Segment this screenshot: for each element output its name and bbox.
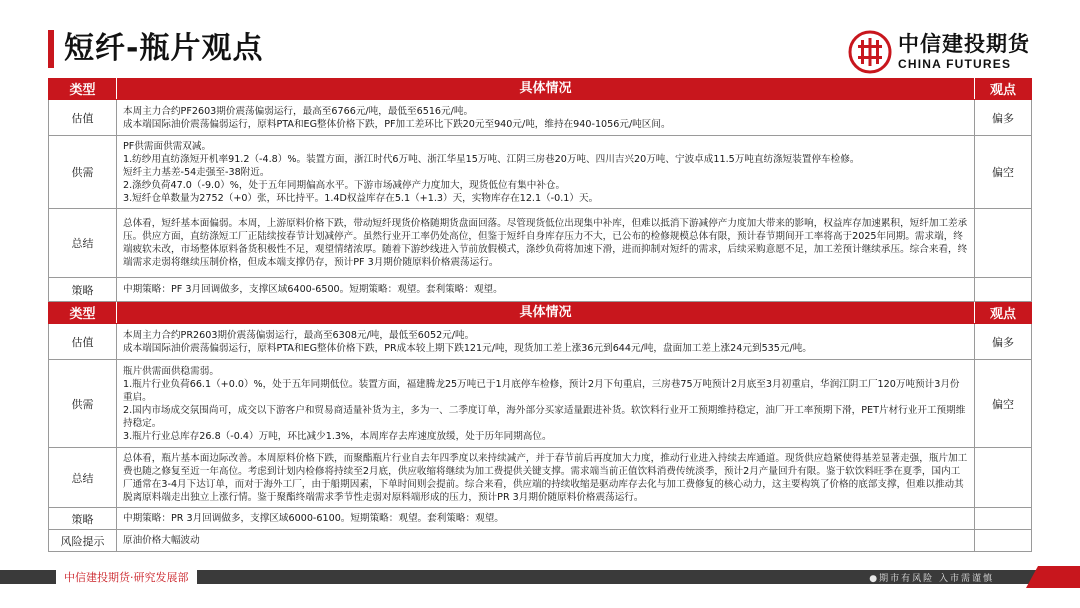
row-view: 偏空 [992, 397, 1014, 411]
detail-line: 1.纺纱用直纺涤短开机率91.2（-4.8）%。装置方面，浙江时代6万吨、浙江华星15万吨、江阴三房巷20万吨、四川吉兴20万吨、宁波卓成11.5万吨直纺涤短装置停车检修。 [123, 153, 860, 165]
detail-line: 3.瓶片行业总库存26.8（-0.4）万吨，环比减少1.3%，本周库存去库速度放缓，处于历年同期高位。 [123, 430, 552, 442]
table-row [48, 508, 1032, 530]
header-view: 观点 [989, 307, 1016, 322]
row-detail [117, 209, 975, 277]
detail-line: 成本端国际油价震荡偏弱运行，原料PTA和EG整体价格下跌，PR成本较上期下跌121元/吨，现货加工差上涨36元到644元/吨，盘面加工差上涨24元到535元/吨。 [123, 342, 812, 354]
table-row [48, 136, 1032, 209]
footer-slogan: ●期市有风险 入市需谨慎 [869, 573, 994, 584]
row-detail [117, 508, 975, 529]
page-title: 短纤-瓶片观点 [64, 31, 264, 66]
table-row [48, 324, 1032, 360]
row-detail [117, 448, 975, 507]
header-type: 类型 [49, 302, 117, 323]
footer-label-box [56, 566, 197, 588]
table1-header-row [48, 78, 1032, 100]
citic-logo-icon [848, 30, 892, 74]
detail-line: 3.短纤仓单数量为2752（+0）张，环比持平。1.4D权益库存在5.1（+1.3）天，实物库存在12.1（-0.1）天。 [123, 192, 599, 204]
footer-label: 中信建投期货·研究发展部 [64, 571, 189, 584]
row-type: 总结 [49, 448, 117, 507]
detail-line: 总体看，瓶片基本面边际改善。本周原料价格下跌，而聚酯瓶片行业自去年四季度以来持续减产，并于春节前后再度加大力度，推动行业进入持续去库通道。现货供应趋紧使得基差显著走强，瓶片加工费也随之修复至近一年高位。考虑到计划内检修将持续至2月底，供应收缩将继续为加工费提供关键支撑。需求端当前正值饮料消费传统淡季，预计2月产量回升有限。鉴于软饮料旺季在夏季，国内工厂通常在3-4月下达订单，而对于海外工厂，由于船期因素，下单时间则会提前。综合来看，供应端的持续收缩是驱动库存去化与加工费修复的核心动力，这主要构筑了价格的底部支撑，但难以推动其脱离原料端走出独立上涨行情。鉴于聚酯终端需求季节性走弱对原料端形成的压力，预计PR 3月期价随原料价格震荡运行。 [123, 452, 968, 503]
row-detail [117, 278, 975, 301]
title-accent-bar [48, 30, 54, 68]
row-type: 估值 [49, 100, 117, 135]
logo-chinese-name: 中信建投期货 [898, 32, 1030, 56]
table2-header-row [48, 302, 1032, 324]
row-view: 偏多 [992, 111, 1014, 125]
logo-english-name: CHINA FUTURES [898, 57, 1012, 71]
row-type: 策略 [49, 278, 117, 301]
row-detail [117, 530, 975, 551]
row-type: 策略 [49, 508, 117, 529]
row-detail [117, 360, 975, 447]
detail-line: PF供需面供需双减。 [123, 140, 212, 152]
row-type: 供需 [49, 360, 117, 447]
row-view: 偏多 [992, 335, 1014, 349]
detail-line: 中期策略：PF 3月回调做多，支撑区域6400-6500。短期策略：观望。套利策略：观望。 [123, 284, 503, 295]
header-view: 观点 [989, 83, 1016, 98]
company-logo [848, 30, 1030, 74]
row-view: 偏空 [992, 166, 1014, 179]
row-detail [117, 136, 975, 208]
detail-line: 2.涤纱负荷47.0（-9.0）%，处于五年同期偏高水平。下游市场减停产力度加大，现货低位有集中补仓。 [123, 179, 566, 191]
detail-line: 2.国内市场成交氛围尚可，成交以下游客户和贸易商适量补货为主，多为一、二季度订单，海外部分买家适量跟进补货。软饮料行业开工预期维持稳定，油厂开工率预期下滑，PET片材行业开工预期维持稳定。 [123, 404, 966, 429]
row-view [975, 448, 1031, 507]
table-row [48, 209, 1032, 278]
detail-line: 1.瓶片行业负荷66.1（+0.0）%，处于五年同期低位。装置方面，福建腾龙25万吨已于1月底停车检修，预计2月下旬重启，三房巷75万吨预计2月底至3月初重启，华润江阴工厂120万吨预计3月份重启。 [123, 378, 960, 403]
detail-line: 瓶片供需面供稳需弱。 [123, 365, 219, 377]
detail-line: 原油价格大幅波动 [123, 535, 200, 546]
detail-line: 短纤主力基差-54走强至-38附近。 [123, 166, 270, 178]
row-view [975, 209, 1031, 277]
table-row [48, 360, 1032, 448]
detail-line: 本周主力合约PR2603期价震荡偏弱运行，最高至6308元/吨，最低至6052元/吨。 [123, 329, 475, 341]
detail-line: 中期策略：PR 3月回调做多，支撑区域6000-6100。短期策略：观望。套利策略：观望。 [123, 513, 504, 524]
row-type: 风险提示 [49, 530, 117, 551]
detail-line: 总体看，短纤基本面偏弱。本周，上游原料价格下跌，带动短纤现货价格随期货盘面回落。尽管现货低位出现集中补库，但难以抵消下游减停产力度加大带来的影响，权益库存加速累积，短纤加工差承压。供应方面，直纺涤短工厂正陆续按春节计划减停产。虽然行业开工率仍处高位，但鉴于短纤自身库存压力不大，已公布的检修规模总体有限，预计春节期间开工率将高于2025年同期。需求端，终端疲软未改，市场整体原料备货积极性不足，观望情绪浓厚。随着下游纱线进入节前放假模式，涤纱负荷将加速下滑，进而抑制对短纤的需求，后续采购意愿不足，加工差预计继续承压。综合来看，终端需求走弱将继续压制价格，但成本端支撑仍存，预计PF 3月期价随原料价格震荡运行。 [123, 218, 968, 268]
row-type: 供需 [49, 136, 117, 208]
table-row [48, 100, 1032, 136]
row-detail [117, 100, 975, 135]
row-view [975, 530, 1031, 551]
table-row [48, 530, 1032, 552]
detail-line: 本周主力合约PF2603期价震荡偏弱运行，最高至6766元/吨，最低至6516元/吨。 [123, 105, 474, 117]
viewpoint-table [48, 78, 1032, 552]
row-detail [117, 324, 975, 359]
header-detail: 具体情况 [117, 302, 975, 323]
header-detail: 具体情况 [117, 78, 975, 99]
header-type: 类型 [49, 78, 117, 99]
row-view [975, 278, 1031, 301]
row-view [975, 508, 1031, 529]
table-row [48, 448, 1032, 508]
table-row [48, 278, 1032, 302]
detail-line: 成本端国际油价震荡偏弱运行，原料PTA和EG整体价格下跌，PF加工差环比下跌20元至940元/吨，维持在940-1056元/吨区间。 [123, 118, 671, 130]
row-type: 总结 [49, 209, 117, 277]
row-type: 估值 [49, 324, 117, 359]
